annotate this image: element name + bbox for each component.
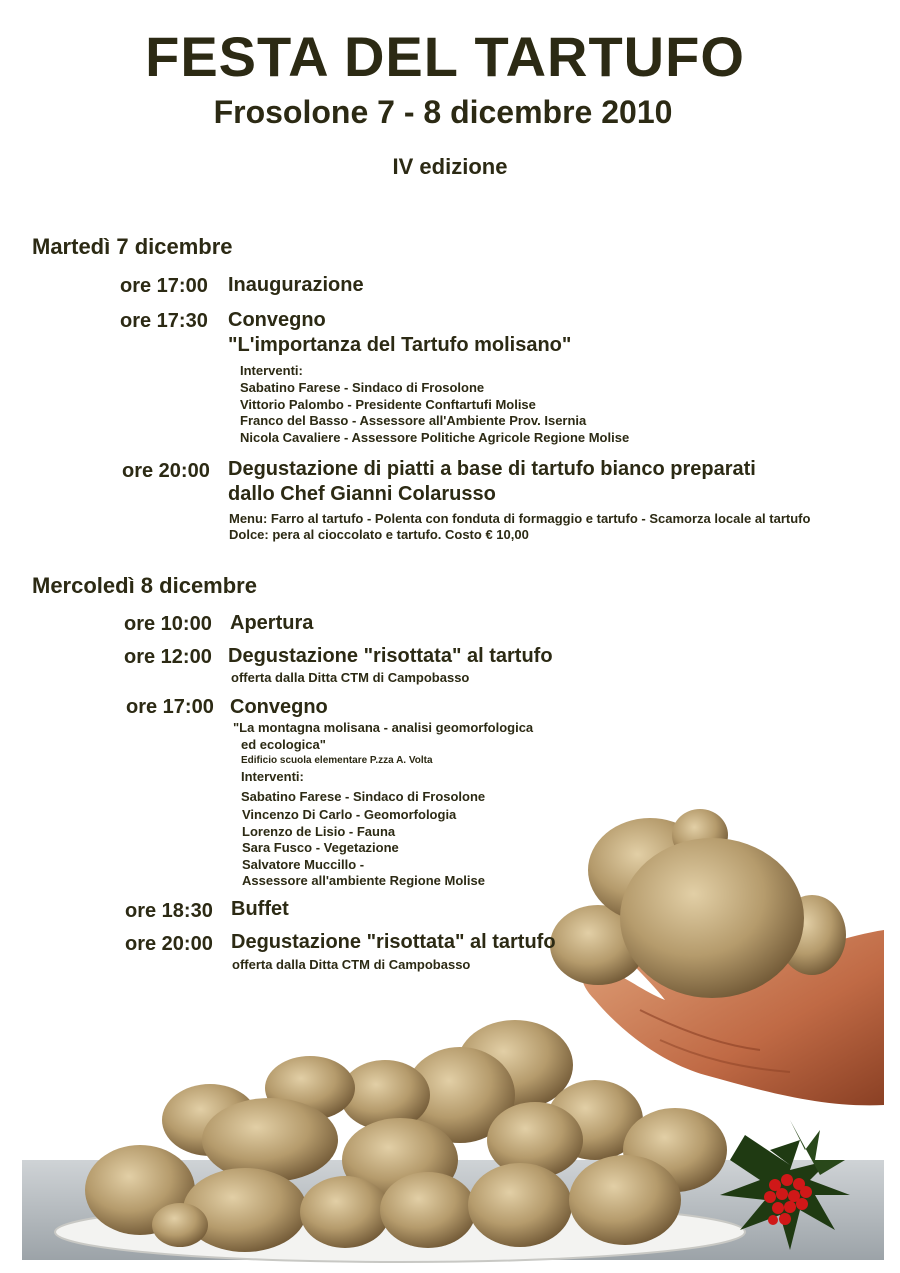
day2-e3-title: Convegno [230,696,328,718]
day2-e5-title: Degustazione "risottata" al tartufo [231,931,556,953]
day2-e2-note: offerta dalla Ditta CTM di Campobasso [231,670,470,685]
day1-heading: Martedì 7 dicembre [32,234,233,259]
day1-e2-speaker-list [240,380,629,446]
day1-e1-time: ore 17:00 [120,275,208,297]
truffles-in-hand [550,809,846,998]
speaker: Assessore all'ambiente Regione Molise [242,873,485,888]
day2-e3-time: ore 17:00 [126,696,214,718]
day1-e2-subtitle: "L'importanza del Tartufo molisano" [228,334,572,356]
speaker: Salvatore Muccillo - [242,856,365,872]
day2-heading: Mercoledì 8 dicembre [32,573,257,598]
day2-e1-time: ore 10:00 [124,613,212,635]
day2-e4-time: ore 18:30 [125,900,213,922]
day1-e2-title: Convegno [228,309,326,331]
day2-e3-speaker-first: Sabatino Farese - Sindaco di Frosolone [241,789,486,804]
day2-e2-title: Degustazione "risottata" al tartufo [228,645,553,667]
day1-e2-speakers-label: Interventi: [240,363,303,378]
speaker: Vittorio Palombo - Presidente Conftartufi Molise [240,396,536,412]
day2-e2-time: ore 12:00 [124,646,212,668]
speaker: Sabatino Farese - Sindaco di Frosolone [240,380,485,395]
day2-e3-speakers-label: Interventi: [241,769,304,784]
day1-e3-title-line1: Degustazione di piatti a base di tartufo bianco preparati [228,458,756,480]
speaker: Nicola Cavaliere - Assessore Politiche Agricole Regione Molise [240,429,630,445]
speaker: Franco del Basso - Assessore all'Ambiente Prov. Isernia [240,413,587,428]
day2-e3-speaker-list [242,807,485,890]
speaker: Sara Fusco - Vegetazione [242,840,399,855]
day2-e4-title: Buffet [231,898,289,920]
day2-e5-note: offerta dalla Ditta CTM di Campobasso [232,957,471,972]
day1-e2-time: ore 17:30 [120,310,208,332]
truffle-pile [85,1020,727,1252]
day2-e5-time: ore 20:00 [125,933,213,955]
day1-e3-title-line2: dallo Chef Gianni Colarusso [228,483,496,505]
day1-e3-menu-line2: Dolce: pera al cioccolato e tartufo. Costo € 10,00 [229,527,529,542]
day2-e3-subtitle-line1: "La montagna molisana - analisi geomorfologica [233,720,534,735]
day2-e1-title: Apertura [230,612,314,634]
day2-e3-venue: Edificio scuola elementare P.zza A. Volta [241,755,433,766]
day2-e3-subtitle-line2: ed ecologica" [241,737,326,752]
event-subtitle: Frosolone 7 - 8 dicembre 2010 [213,94,673,130]
day1-e3-time: ore 20:00 [122,460,210,482]
speaker: Vincenzo Di Carlo - Geomorfologia [242,807,457,822]
poster-title: FESTA DEL TARTUFO [145,25,745,88]
day1-e3-menu-line1: Menu: Farro al tartufo - Polenta con fonduta di formaggio e tartufo - Scamorza locale al tartufo [229,511,811,526]
edition-label: IV edizione [392,154,508,179]
speaker: Lorenzo de Lisio - Fauna [242,823,396,839]
day1-e1-title: Inaugurazione [228,274,364,296]
